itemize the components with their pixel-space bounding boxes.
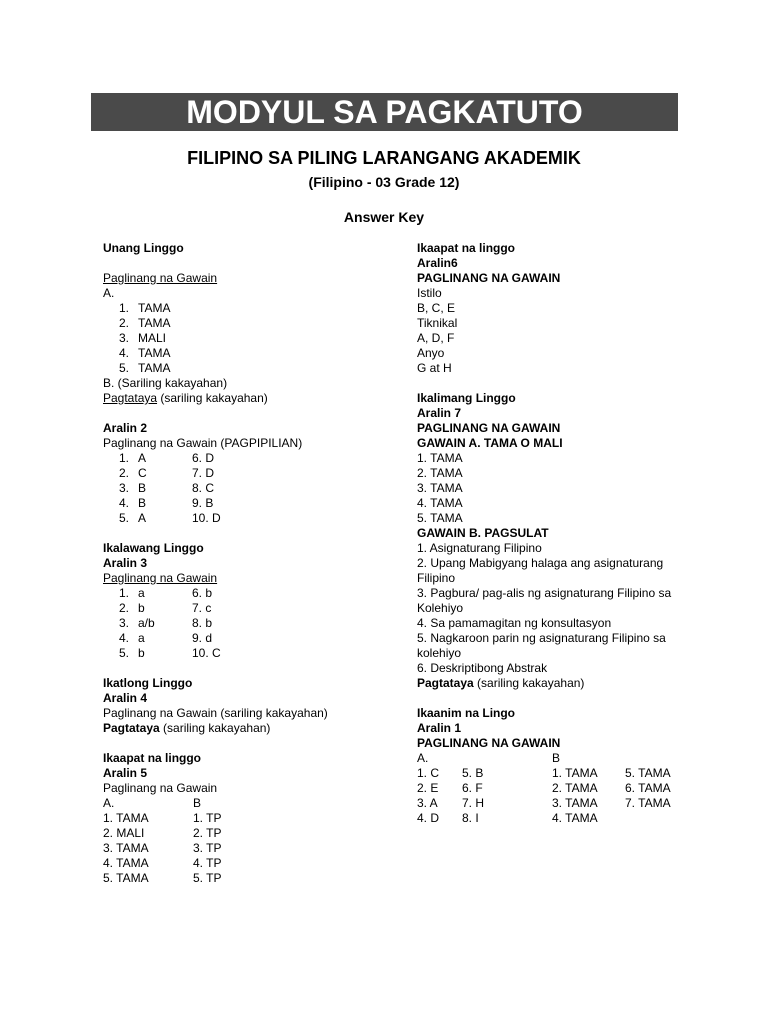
table-row [417,811,717,826]
lesson-heading: Aralin6 [417,256,458,270]
item-answer: 1. C [417,766,440,780]
list-item [103,301,393,316]
list-item [103,346,393,361]
answer-list [417,451,717,526]
item-number: 3. [118,616,129,630]
item-answer: 6. F [462,781,483,795]
item-number: 1. [118,586,129,600]
spacer [103,406,393,421]
list-item [103,331,393,346]
table-row [103,631,393,646]
list-item: A, D, F [417,331,455,345]
lesson-heading: Aralin 2 [103,421,148,435]
assessment-label: Pagtataya [103,391,158,405]
list-item: 4. TAMA [417,496,463,510]
week-heading: Ikalimang Linggo [417,391,516,405]
item-answer: 10. D [192,511,221,525]
item-answer: 10. C [192,646,221,660]
list-item: Kolehiyo [417,601,464,615]
table-row [417,766,717,781]
item-answer: 2. MALI [103,826,145,840]
activity-label: Paglinang na Gawain (sariling kakayahan) [103,706,328,720]
week-heading: Unang Linggo [103,241,184,255]
column-b-header: B [193,796,202,810]
list-item: B, C, E [417,301,456,315]
item-answer: 5. TP [193,871,222,885]
item-answer: C [138,466,147,480]
item-answer: 1. TAMA [552,766,598,780]
item-answer: 6. b [192,586,213,600]
activity-label: PAGLINANG NA GAWAIN [417,421,561,435]
item-answer: 5. B [462,766,484,780]
assessment-line [103,391,393,406]
item-answer: 3. A [417,796,438,810]
item-answer: 6. D [192,451,215,465]
spacer [103,661,393,676]
list-item [103,316,393,331]
week-heading: Ikalawang Linggo [103,541,204,555]
table-row [103,811,393,826]
item-answer: TAMA [138,301,171,315]
item-answer: 3. TAMA [552,796,598,810]
list-item: 2. TAMA [417,466,463,480]
list-item: 6. Deskriptibong Abstrak [417,661,548,675]
table-row [103,466,393,481]
item-number: 3. [118,481,129,495]
section-label: A. [103,286,115,300]
item-answer: B [138,496,147,510]
lesson-heading: Aralin 4 [103,691,148,705]
item-answer: 8. C [192,481,215,495]
table-row [103,451,393,466]
item-answer: a [138,586,145,600]
item-answer: a/b [138,616,155,630]
column-headers [417,751,717,766]
item-number: 5. [118,361,129,375]
item-answer: A [138,511,147,525]
answer-table [103,586,393,661]
table-row [103,646,393,661]
week-heading: Ikatlong Linggo [103,676,193,690]
column-headers [103,796,393,811]
grade-subtitle: (Filipino - 03 Grade 12) [308,174,460,190]
table-row [103,841,393,856]
item-answer: MALI [138,331,167,345]
left-column [103,241,393,886]
list-item: 1. TAMA [417,451,463,465]
item-answer: 9. B [192,496,214,510]
activity-label: Paglinang na Gawain [103,781,218,795]
assessment-label: Pagtataya [417,676,474,690]
module-banner: MODYUL SA PAGKATUTO [91,93,678,131]
item-number: 3. [118,331,129,345]
table-row [103,511,393,526]
item-answer: TAMA [138,361,171,375]
list-item: 3. Pagbura/ pag-alis ng asignaturang Filipino sa [417,586,672,600]
assessment-line [417,676,717,691]
item-answer: b [138,646,145,660]
item-number: 4. [118,496,129,510]
activity-label: PAGLINANG NA GAWAIN [417,271,561,285]
table-row [417,796,717,811]
list-item: Filipino [417,571,456,585]
item-answer: 7. TAMA [625,796,671,810]
item-answer: 2. E [417,781,439,795]
item-answer: 5. TAMA [103,871,149,885]
answer-list [103,301,393,376]
assessment-note: (sariling kakayahan) [473,676,585,690]
item-answer: 4. TAMA [103,856,149,870]
item-answer: 1. TP [193,811,222,825]
answer-table [103,811,393,886]
activity-label: Paglinang na Gawain [103,571,218,585]
column-a-header: A. [417,751,429,765]
list-item: G at H [417,361,452,375]
subject-title: FILIPINO SA PILING LARANGANG AKADEMIK [187,148,581,168]
item-answer: b [138,601,145,615]
item-answer: 4. TAMA [552,811,598,825]
table-row [103,481,393,496]
table-row [103,586,393,601]
item-answer: 7. D [192,466,215,480]
activity-b-heading: GAWAIN B. PAGSULAT [417,526,549,540]
answer-table [417,766,717,826]
lesson-heading: Aralin 5 [103,766,148,780]
item-number: 2. [118,601,129,615]
list-item: Istilo [417,286,442,300]
item-number: 5. [118,511,129,525]
list-item: 5. TAMA [417,511,463,525]
item-answer: 4. D [417,811,440,825]
list-item: 5. Nagkaroon parin ng asignaturang Filipino sa [417,631,666,645]
table-row [103,601,393,616]
table-row [103,616,393,631]
item-number: 2. [118,316,129,330]
item-number: 2. [118,466,129,480]
item-number: 4. [118,346,129,360]
lesson-heading: Aralin 7 [417,406,462,420]
item-answer: 6. TAMA [625,781,671,795]
list-item: Tiknikal [417,316,458,330]
section-label: B. (Sariling kakayahan) [103,376,228,390]
item-answer: 3. TAMA [103,841,149,855]
item-answer: 7. c [192,601,212,615]
list-item: 3. TAMA [417,481,463,495]
assessment-note: (sariling kakayahan) [157,391,268,405]
column-b-header: B [552,751,561,765]
activity-a-heading: GAWAIN A. TAMA O MALI [417,436,563,450]
answer-list [417,541,717,676]
list-item: Anyo [417,346,445,360]
spacer [103,736,393,751]
list-item: kolehiyo [417,646,462,660]
lesson-heading: Aralin 3 [103,556,148,570]
item-answer: A [138,451,147,465]
lesson-heading: Aralin 1 [417,721,462,735]
week-heading: Ikaanim na Lingo [417,706,516,720]
item-answer: 8. I [462,811,479,825]
item-answer: B [138,481,147,495]
week-heading: Ikaapat na linggo [417,241,516,255]
table-row [103,871,393,886]
item-answer: 3. TP [193,841,222,855]
item-answer: 4. TP [193,856,222,870]
list-item: 1. Asignaturang Filipino [417,541,542,555]
assessment-note: (sariling kakayahan) [159,721,271,735]
spacer [103,256,393,271]
spacer [417,376,717,391]
list-item: 4. Sa pamamagitan ng konsultasyon [417,616,612,630]
activity-label: Paglinang na Gawain (PAGPIPILIAN) [103,436,303,450]
item-answer: 5. TAMA [625,766,671,780]
right-column [417,241,717,826]
item-number: 4. [118,631,129,645]
item-number: 1. [118,451,129,465]
assessment-line [103,721,393,736]
answer-table [103,451,393,526]
item-answer: 1. TAMA [103,811,149,825]
item-answer: 7. H [462,796,485,810]
activity-label: Paglinang na Gawain [103,271,218,285]
list-item: 2. Upang Mabigyang halaga ang asignaturang [417,556,664,570]
item-answer: TAMA [138,316,171,330]
item-answer: TAMA [138,346,171,360]
spacer [103,526,393,541]
answer-list [417,286,717,376]
table-row [103,826,393,841]
spacer [417,691,717,706]
item-number: 5. [118,646,129,660]
list-item [103,361,393,376]
column-a-header: A. [103,796,115,810]
week-heading: Ikaapat na linggo [103,751,202,765]
assessment-label: Pagtataya [103,721,160,735]
table-row [103,496,393,511]
activity-label: PAGLINANG NA GAWAIN [417,736,561,750]
item-answer: 2. TAMA [552,781,598,795]
item-number: 1. [118,301,129,315]
item-answer: 8. b [192,616,213,630]
item-answer: a [138,631,145,645]
item-answer: 9. d [192,631,213,645]
answer-key-heading: Answer Key [343,209,425,225]
item-answer: 2. TP [193,826,222,840]
table-row [417,781,717,796]
table-row [103,856,393,871]
